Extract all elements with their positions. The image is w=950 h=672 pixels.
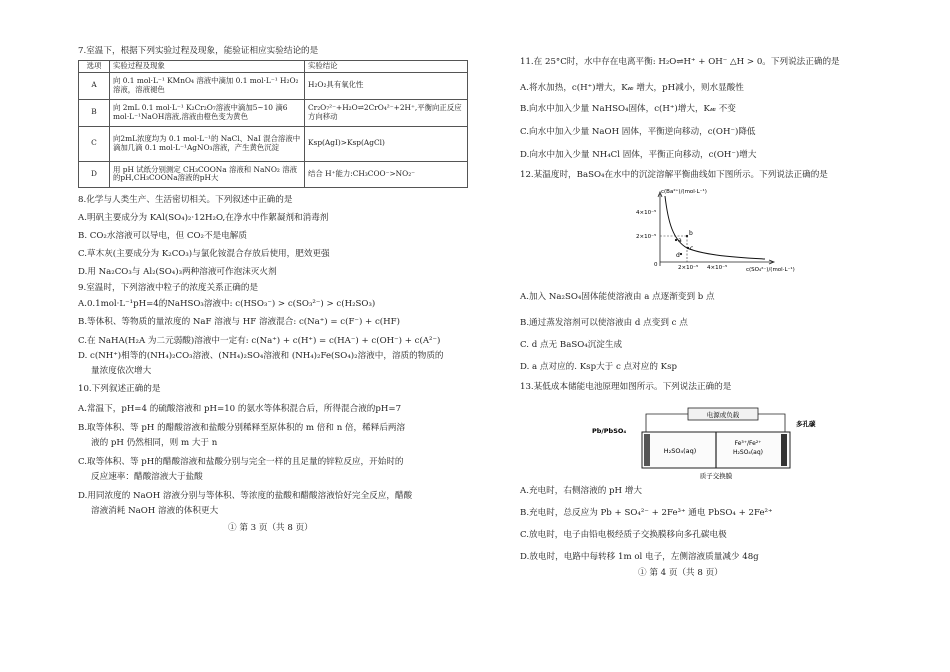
- q7-row-a-conclusion: H₂O₂具有氧化性: [305, 72, 468, 99]
- page-footer-3: ① 第 3 页（共 8 页）: [228, 523, 313, 533]
- q9-stem: 9.室温时，下列溶液中粒子的浓度关系正确的是: [78, 283, 259, 293]
- q10-option-c-line2: 反应速率：醋酸溶液大于盐酸: [91, 472, 203, 482]
- right-solution-label: H₂SO₄(aq): [732, 449, 764, 456]
- point-c-label: c: [690, 245, 694, 252]
- q12-origin-label: 0: [654, 262, 658, 268]
- q7-row-d-process: 用 pH 试纸分别测定 CH₃COONa 溶液和 NaNO₂ 溶液的pH,CH₃COONa溶液的pH大: [110, 161, 305, 187]
- q12-option-b: B.通过蒸发溶剂可以使溶液由 d 点变到 c 点: [520, 318, 688, 328]
- q9-option-d-line1: D. c(NH⁺)相等的(NH₄)₂CO₃溶液、(NH₄)₂SO₄溶液和 (NH₄)₂Fe(SO₄)₂溶液中，溶质的物质的: [78, 351, 444, 361]
- q12-option-a: A.加入 Na₂SO₄固体能使溶液由 a 点逐渐变到 b 点: [520, 292, 715, 302]
- table-row: [79, 161, 468, 187]
- q7-row-c-option: C: [79, 126, 110, 161]
- left-solution-label: H₂SO₄(aq): [663, 447, 697, 455]
- power-or-load-label: 电源或负载: [706, 411, 740, 419]
- q12-stem: 12.某温度时，BaSO₄在水中的沉淀溶解平衡曲线如下图所示。下列说法正确的是: [520, 170, 828, 180]
- carbon-electrode: [781, 434, 787, 466]
- q12-x-tick-4e-5: 4×10⁻⁵: [707, 265, 728, 271]
- point-d: [680, 253, 682, 255]
- point-a-label: a: [678, 237, 682, 244]
- q8-stem: 8.化学与人类生产、生活密切相关。下列叙述中正确的是: [78, 195, 293, 205]
- q7-row-b-option: B: [79, 99, 110, 126]
- q12-equilibrium-curve: [665, 196, 765, 259]
- q7-row-c-process: 向2mL浓度均为 0.1 mol·L⁻¹的 NaCl、NaI 混合溶液中滴加几滴 0.1 mol·L⁻¹AgNO₃溶液，产生黄色沉淀: [110, 126, 305, 161]
- q7-row-b-conclusion: Cr₂O₇²⁻+H₂O⇌2CrO₄²⁻+2H⁺,平衡向正反应方向移动: [305, 99, 468, 126]
- q12-x-axis-label: c(SO₄²⁻)/(mol·L⁻¹): [746, 267, 795, 273]
- q9-option-a: A.0.1mol·L⁻¹pH=4的NaHSO₃溶液中: c(HSO₃⁻) > c(SO₃²⁻) > c(H₂SO₃): [78, 299, 376, 309]
- q10-option-b-line2: 液的 pH 仍然相同，则 m 大于 n: [91, 438, 218, 448]
- q7-row-a-process: 向 0.1 mol·L⁻¹ KMnO₄ 溶液中滴加 0.1 mol·L⁻¹ H₂O₂ 溶液，溶液褪色: [110, 72, 305, 99]
- q7-row-d-conclusion: 结合 H⁺能力:CH₃COO⁻>NO₂⁻: [305, 161, 468, 187]
- q10-option-c-line1: C.取等体积、等 pH的醋酸溶液和盐酸分别与完全一样的且足量的锌粒反应，开始时的: [78, 457, 404, 467]
- q8-option-d: D.用 Na₂CO₃与 Al₂(SO₄)₃两种溶液可作泡沫灭火剂: [78, 267, 277, 277]
- right-ions-label: Fe³⁺/Fe²⁺: [734, 440, 762, 447]
- q13-option-a: A.充电时，右侧溶液的 pH 增大: [520, 486, 642, 496]
- q9-option-d-line2: 量浓度依次增大: [91, 366, 152, 376]
- q10-option-b-line1: B.取等体积、等 pH 的醋酸溶液和盐酸分别稀释至原体积的 m 倍和 n 倍，稀释后两溶: [78, 423, 406, 433]
- point-c: [687, 247, 689, 249]
- q13-option-b: B.充电时，总反应为 Pb + SO₄²⁻ + 2Fe³⁺ 通电 PbSO₄ + 2Fe²⁺: [520, 508, 773, 518]
- membrane-label: 质子交换膜: [699, 472, 733, 480]
- q7-row-c-conclusion: Ksp(AgI)>Ksp(AgCl): [305, 126, 468, 161]
- table-row: [79, 126, 468, 161]
- left-wire: [646, 414, 688, 434]
- q7-header-option: 选项: [79, 61, 110, 73]
- q7-header-row: [79, 61, 468, 73]
- q13-option-d: D.放电时，电路中每转移 1m ol 电子，左侧溶液质量减少 48g: [520, 552, 759, 562]
- table-row: [79, 99, 468, 126]
- left-electrode-label: Pb/PbSO₄: [592, 427, 627, 435]
- q7-header-process: 实验过程及现象: [110, 61, 305, 73]
- q7-row-d-option: D: [79, 161, 110, 187]
- q11-option-a: A.将水加热，c(H⁺)增大，K𝓌 增大，pH减小，则水显酸性: [520, 83, 744, 93]
- q8-option-b: B. CO₂水溶液可以导电，但 CO₂不是电解质: [78, 231, 247, 241]
- q7-stem: 7.室温下，根据下列实验过程及现象，能验证相应实验结论的是: [78, 46, 319, 56]
- q11-option-c: C.向水中加入少量 NaOH 固体，平衡逆向移动，c(OH⁻)降低: [520, 127, 756, 137]
- q11-option-b: B.向水中加入少量 NaHSO₄固体，c(H⁺)增大，K𝓌 不变: [520, 104, 736, 114]
- q10-stem: 10.下列叙述正确的是: [78, 384, 161, 394]
- q13-option-c: C.放电时，电子由铅电极经质子交换膜移向多孔碳电极: [520, 530, 727, 540]
- page-footer-4: ① 第 4 页（共 8 页）: [638, 568, 723, 578]
- right-wire: [758, 414, 785, 434]
- q12-y-tick-2e-5: 2×10⁻⁵: [636, 234, 657, 240]
- q8-option-a: A.明矾主要成分为 KAl(SO₄)₂·12H₂O,在净水中作絮凝剂和消毒剂: [78, 213, 329, 223]
- q12-x-tick-2e-5: 2×10⁻⁵: [678, 265, 699, 271]
- q13-stem: 13.某低成本储能电池原理如图所示。下列说法正确的是: [520, 382, 732, 392]
- point-d-label: d: [676, 252, 680, 259]
- q12-solubility-graph: [635, 188, 795, 273]
- q9-option-c: C.在 NaHA(H₂A 为二元弱酸)溶液中一定有: c(Na⁺) + c(H⁺) = c(HA⁻) + c(OH⁻) + c(A²⁻): [78, 336, 441, 346]
- lead-electrode: [644, 434, 650, 466]
- q10-option-d-line1: D.用同浓度的 NaOH 溶液分别与等体积、等浓度的盐酸和醋酸溶液恰好完全反应，醋酸: [78, 491, 413, 501]
- q12-y-tick-4e-5: 4×10⁻⁵: [636, 210, 657, 216]
- point-b-label: b: [689, 230, 693, 237]
- q11-option-d: D.向水中加入少量 NH₄Cl 固体，平衡正向移动，c(OH⁻)增大: [520, 150, 757, 160]
- q13-battery-diagram: [590, 404, 840, 482]
- q7-header-conclusion: 实验结论: [305, 61, 468, 73]
- q7-table: [78, 60, 468, 188]
- q12-option-d: D. a 点对应的. Ksp大于 c 点对应的 Ksp: [520, 362, 677, 372]
- q11-stem: 11.在 25°C时，水中存在电离平衡: H₂O⇌H⁺ + OH⁻ △H > 0。下列说法正确的是: [520, 57, 840, 67]
- q12-option-c: C. d 点无 BaSO₄沉淀生成: [520, 340, 623, 350]
- q9-option-b: B.等体积、等物质的量浓度的 NaF 溶液与 HF 溶液混合: c(Na⁺) = c(F⁻) + c(HF): [78, 317, 400, 327]
- q7-row-a-option: A: [79, 72, 110, 99]
- point-b: [686, 235, 688, 237]
- q10-option-a: A.常温下，pH=4 的硫酸溶液和 pH=10 的氨水等体积混合后，所得混合液的pH=7: [78, 404, 402, 414]
- q10-option-d-line2: 溶液消耗 NaOH 溶液的体积更大: [91, 506, 219, 516]
- point-a: [675, 239, 677, 241]
- q7-row-b-process: 向 2mL 0.1 mol·L⁻¹ K₂Cr₂O₇溶液中滴加5~10 滴6 mol·L⁻¹NaOH溶液,溶液由橙色变为黄色: [110, 99, 305, 126]
- q12-y-axis-label: c(Ba²⁺)/(mol·L⁻¹): [661, 189, 707, 195]
- table-row: [79, 72, 468, 99]
- right-electrode-label: 多孔碳: [796, 420, 816, 428]
- q8-option-c: C.草木灰(主要成分为 K₂CO₃)与氯化铵混合存放后使用，肥效更强: [78, 249, 330, 259]
